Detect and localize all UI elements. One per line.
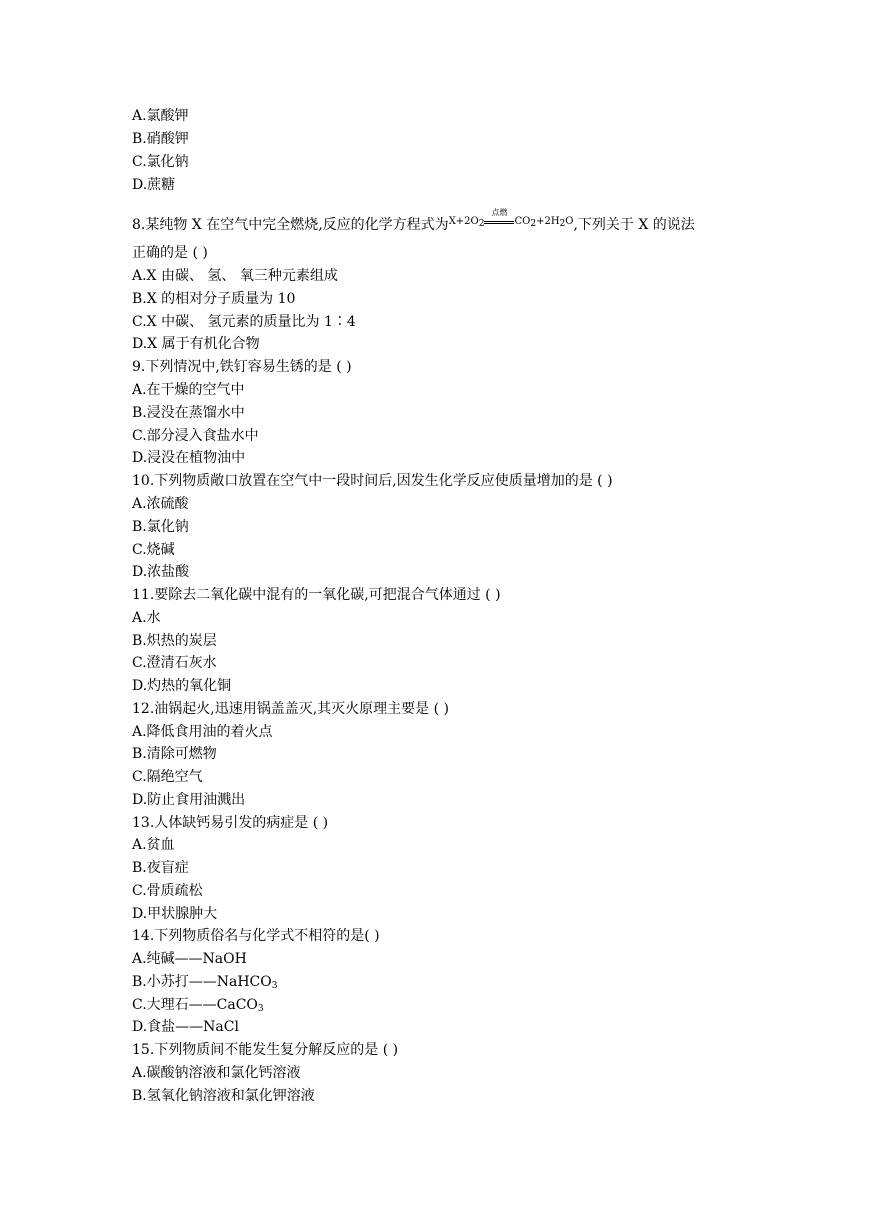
- question-line: 9.下列情况中,铁钉容易生锈的是 ( ): [132, 359, 352, 375]
- option-line: C.氯化钠: [132, 154, 189, 170]
- option-line: B.炽热的炭层: [132, 633, 217, 649]
- question-line: 13.人体缺钙易引发的病症是 ( ): [132, 815, 329, 831]
- option-line: C.烧碱: [132, 542, 175, 558]
- option-line: C.隔绝空气: [132, 769, 203, 785]
- reaction-condition: 点燃: [491, 208, 508, 217]
- option-line: A.在干燥的空气中: [132, 382, 245, 398]
- question-line: 12.油锅起火,迅速用锅盖盖灭,其灭火原理主要是 ( ): [132, 701, 449, 717]
- option-line: A.水: [132, 610, 161, 626]
- option-line: C.骨质疏松: [132, 883, 203, 899]
- option-line: A.贫血: [132, 837, 175, 853]
- option-line: C.部分浸入食盐水中: [132, 428, 259, 444]
- option-line: A.碳酸钠溶液和氯化钙溶液: [132, 1065, 301, 1081]
- question-8: [132, 208, 695, 237]
- option-line: D.浸没在植物油中: [132, 450, 246, 466]
- option-line: C.澄清石灰水: [132, 655, 217, 671]
- option-line: A.X 由碳、 氢、 氧三种元素组成: [132, 268, 338, 284]
- option-line: A.氯酸钾: [132, 108, 189, 124]
- option-line: D.灼热的氧化铜: [132, 678, 232, 694]
- option-line: D.防止食用油溅出: [132, 792, 246, 808]
- option-line: D.食盐——NaCl: [132, 1019, 239, 1035]
- chemical-equation: $X+2O_2$ 点燃 $CO_2+2H_2O$: [448, 208, 574, 229]
- option-line: D.X 属于有机化合物: [132, 336, 260, 352]
- question-line: 10.下列物质敞口放置在空气中一段时间后,因发生化学反应使质量增加的是 ( ): [132, 473, 613, 489]
- option-line: B.浸没在蒸馏水中: [132, 405, 245, 421]
- question-line: 正确的是 ( ): [132, 245, 208, 261]
- question-line: 11.要除去二氧化碳中混有的一氧化碳,可把混合气体通过 ( ): [132, 587, 501, 603]
- option-line: C.大理石——CaCO$_3$: [132, 997, 264, 1014]
- question-8-text: 8.某纯物 X 在空气中完全燃烧,反应的化学方程式为: [132, 217, 449, 233]
- option-line: D.蔗糖: [132, 177, 176, 193]
- option-line: A.降低食用油的着火点: [132, 724, 273, 740]
- question-line: 15.下列物质间不能发生复分解反应的是 ( ): [132, 1042, 399, 1058]
- option-line: B.清除可燃物: [132, 746, 217, 762]
- reaction-arrow: [484, 208, 514, 224]
- option-line: A.纯碱——NaOH: [132, 951, 247, 967]
- option-line: C.X 中碳、 氢元素的质量比为 1∶4: [132, 314, 356, 330]
- question-8-text-end: ,下列关于 X 的说法: [573, 217, 695, 233]
- option-line: D.浓盐酸: [132, 564, 190, 580]
- option-line: B.硝酸钾: [132, 131, 189, 147]
- option-line: D.甲状腺肿大: [132, 906, 218, 922]
- option-line: B.X 的相对分子质量为 10: [132, 291, 296, 307]
- option-line: B.夜盲症: [132, 860, 189, 876]
- question-line: 14.下列物质俗名与化学式不相符的是( ): [132, 928, 380, 944]
- option-line: B.氢氧化钠溶液和氯化钾溶液: [132, 1088, 315, 1104]
- option-line: B.氯化钠: [132, 519, 189, 535]
- option-line: A.浓硫酸: [132, 496, 189, 512]
- option-line: B.小苏打——NaHCO$_3$: [132, 974, 278, 991]
